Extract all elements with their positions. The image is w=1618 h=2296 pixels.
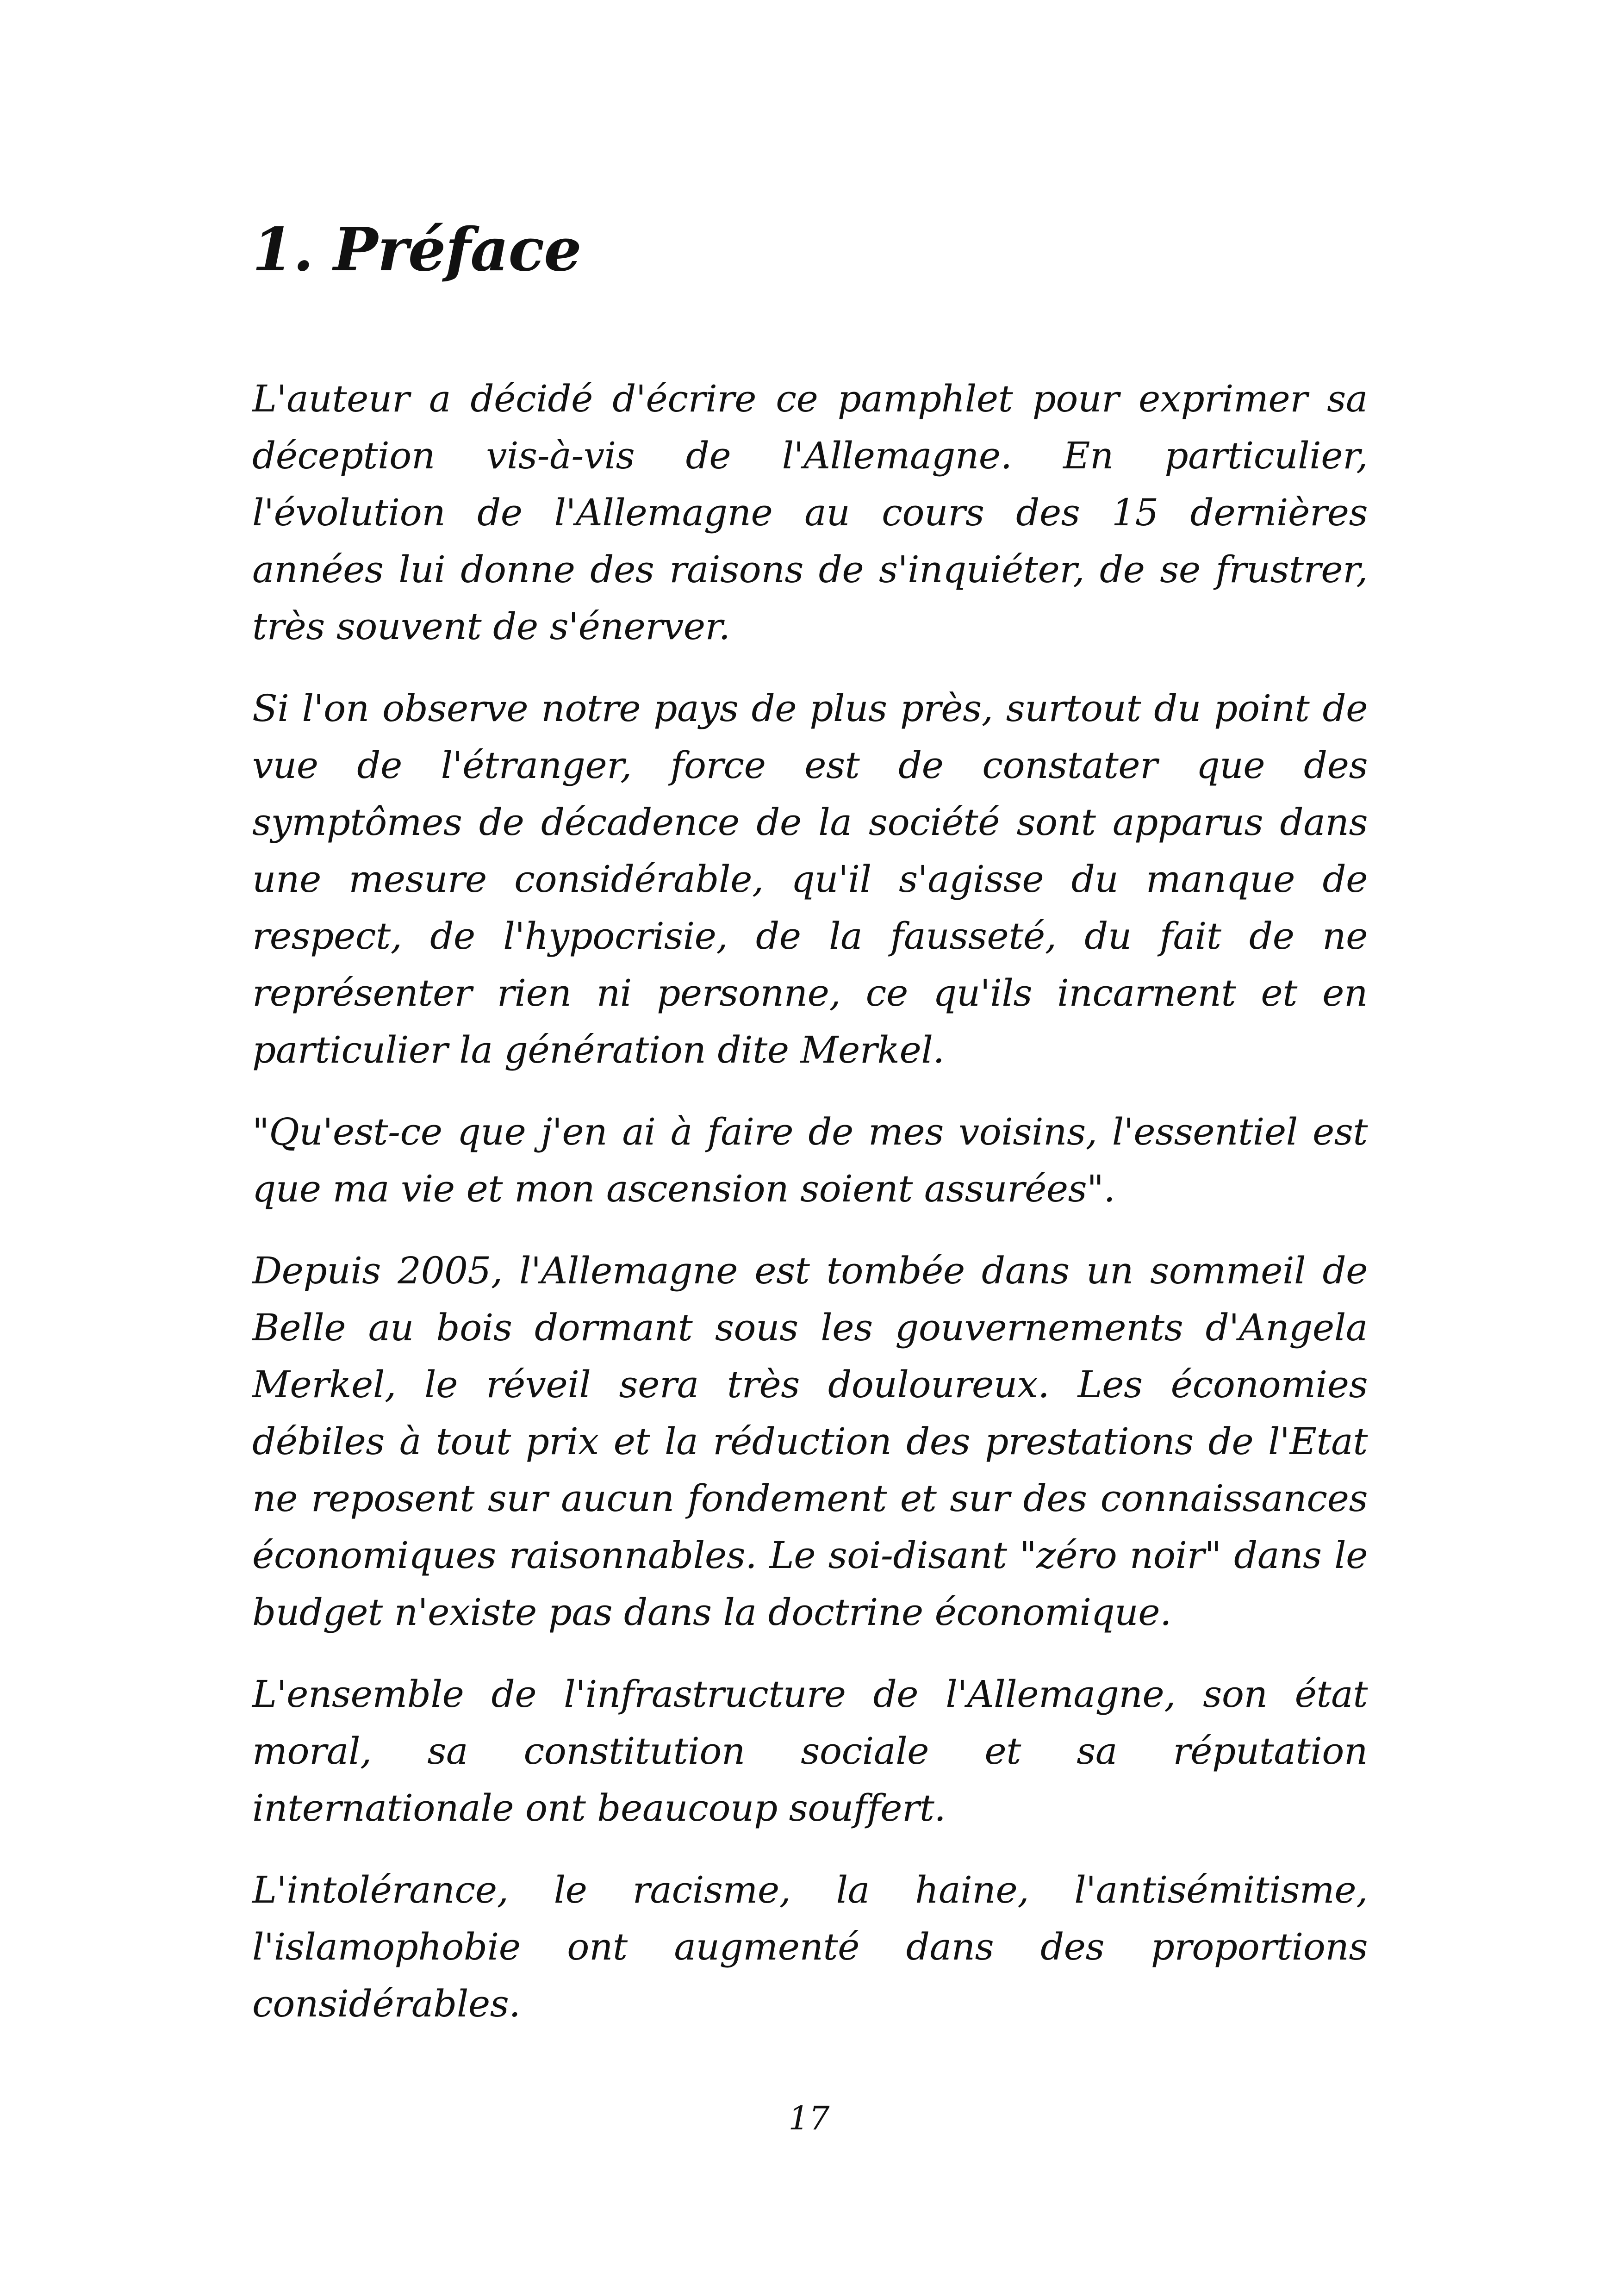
paragraph-2: Si l'on observe notre pays de plus près, surtout du point de vue de l'étranger, force est de constater que des symptômes de décadence de la société sont apparus dans une mesure considérable, qu'il s'agisse du manque de respect, de l'hypocrisie, de la fausseté, du fait de ne représenter rien ni personne, ce qu'ils incarnent et en particulier la génération dite Merkel.	[252, 687, 1368, 1071]
page-number: 17	[788, 2099, 830, 2137]
body-text	[252, 370, 1368, 2057]
paragraph-5: L'ensemble de l'infrastructure de l'Allemagne, son état moral, sa constitution sociale et sa réputation internationale ont beaucoup souffert.	[252, 1673, 1368, 1829]
paragraph-1: L'auteur a décidé d'écrire ce pamphlet pour exprimer sa déception vis-à-vis de l'Allemagne. En particulier, l'évolution de l'Allemagne au cours des 15 dernières années lui donne des raisons de s'inquiéter, de se frustrer, très souvent de s'énerver.	[252, 377, 1368, 648]
chapter-heading: 1. Préface	[252, 215, 581, 285]
paragraph-6: L'intolérance, le racisme, la haine, l'antisémitisme, l'islamophobie ont augmenté dans des proportions considérables.	[252, 1868, 1368, 2025]
paragraph-3: "Qu'est-ce que j'en ai à faire de mes voisins, l'essentiel est que ma vie et mon ascension soient assurées".	[252, 1110, 1368, 1210]
paragraph-4: Depuis 2005, l'Allemagne est tombée dans un sommeil de Belle au bois dormant sous les gouvernements d'Angela Merkel, le réveil sera très douloureux. Les économies débiles à tout prix et la réduction des prestations de l'Etat ne reposent sur aucun fondement et sur des connaissances économiques raisonnables. Le soi-disant "zéro noir" dans le budget n'existe pas dans la doctrine économique.	[252, 1249, 1368, 1634]
